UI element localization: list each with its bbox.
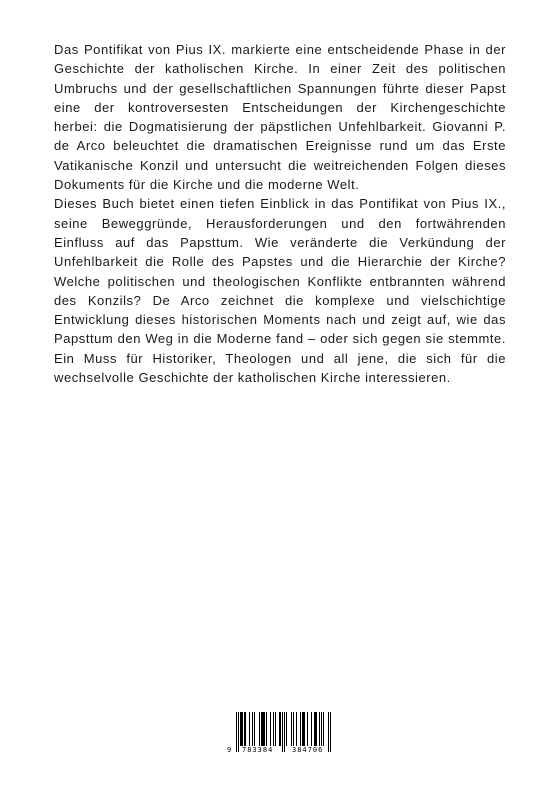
barcode-bar xyxy=(240,712,241,746)
isbn-right-group: 384706 xyxy=(292,746,324,754)
barcode-bar xyxy=(282,712,283,752)
isbn-barcode xyxy=(225,710,338,760)
barcode-bar xyxy=(262,712,263,746)
barcode-bar xyxy=(311,712,312,746)
barcode-bar xyxy=(238,712,239,752)
barcode-bar xyxy=(291,712,292,746)
barcode-bar xyxy=(266,712,267,746)
barcode-bar xyxy=(275,712,276,746)
barcode-bar xyxy=(321,712,322,746)
barcode-bar xyxy=(303,712,304,746)
barcode-bar xyxy=(241,712,242,746)
isbn-left-group: 783384 xyxy=(242,746,274,754)
barcode-bar xyxy=(307,712,308,746)
barcode-bar xyxy=(244,712,245,746)
barcode-bar xyxy=(304,712,305,746)
blurb-text xyxy=(54,40,506,387)
barcode-bar xyxy=(245,712,246,746)
barcode-bar xyxy=(296,712,297,746)
barcode-bar xyxy=(236,712,237,752)
barcode-bar xyxy=(330,712,331,752)
barcode-bar xyxy=(323,712,324,746)
barcode-bar xyxy=(264,712,265,746)
barcode-bar xyxy=(270,712,271,746)
barcode-bar xyxy=(293,712,294,746)
barcode-bar xyxy=(263,712,264,746)
barcode-bar xyxy=(280,712,281,746)
barcode-bar xyxy=(319,712,320,746)
barcode-bar xyxy=(328,712,329,752)
barcode-bar xyxy=(315,712,316,746)
barcode-bar xyxy=(316,712,317,746)
barcode-bar xyxy=(279,712,280,746)
barcode-bar xyxy=(259,712,260,746)
blurb-paragraph-2: Dieses Buch bietet einen tiefen Einblick in das Pontifikat von Pius IX., seine Beweggründe, Herausforderungen und den fortwährenden Einfluss auf das Papsttum. Wie veränderte die Verkündung der Unfehlbarkeit die Rolle des Papstes und die Hierarchie der Kirche? Welche politischen und theologischen Konflikte entbrannten während des Konzils? De Arco zeichnet die komplexe und vielschichtige Entwicklung dieses historischen Moments nach und zeigt auf, wie das Papsttum den Weg in die Moderne fand – oder sich gegen sie stemmte. Ein Muss für Historiker, Theologen und all jene, die sich für die wechselvolle Geschichte der katholischen Kirche interessieren. xyxy=(54,196,506,386)
barcode-bar xyxy=(286,712,287,746)
barcode-bar xyxy=(242,712,243,746)
barcode-bar xyxy=(252,712,253,746)
barcode-bar xyxy=(284,712,285,752)
blurb-paragraph-1: Das Pontifikat von Pius IX. markierte eine entscheidende Phase in der Geschichte der katholischen Kirche. In einer Zeit des politischen Umbruchs und der gesellschaftlichen Spannungen führte dieser Papst eine der kontroversesten Entscheidungen der Kirchengeschichte herbei: die Dogmatisierung der päpstlichen Unfehlbarkeit. Giovanni P. de Arco beleuchtet die dramatischen Ereignisse rund um das Erste Vatikanische Konzil und untersucht die weitreichenden Folgen dieses Dokuments für die Kirche und die moderne Welt. xyxy=(54,42,506,193)
barcode-bar xyxy=(314,712,315,746)
barcode-bar xyxy=(302,712,303,746)
barcode-bar xyxy=(273,712,274,746)
barcode-bar xyxy=(254,712,255,746)
isbn-first-digit: 9 xyxy=(227,746,233,754)
barcode-bar xyxy=(261,712,262,746)
barcode-bar xyxy=(300,712,301,746)
barcode-bar xyxy=(249,712,250,746)
